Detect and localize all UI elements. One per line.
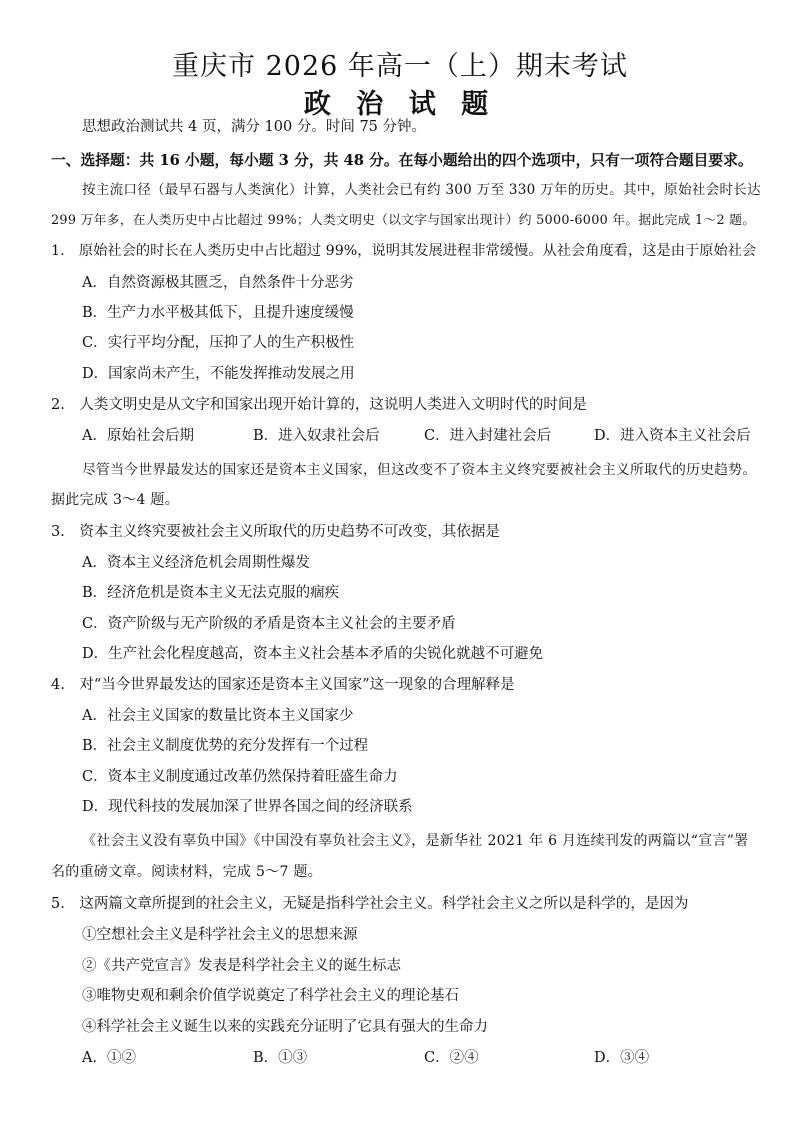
question-2-option-a: A．原始社会后期 xyxy=(82,428,194,444)
question-1-option-d: D．国家尚未产生，不能发挥推动发展之用 xyxy=(82,366,355,382)
question-3-stem: 3. 资本主义终究要被社会主义所取代的历史趋势不可改变，其依据是 xyxy=(51,524,500,540)
question-2-option-b: B．进入奴隶社会后 xyxy=(253,428,380,444)
question-4-option-b: B．社会主义制度优势的充分发挥有一个过程 xyxy=(82,738,369,754)
question-2-stem: 2. 人类文明史是从文字和国家出现开始计算的，这说明人类进入文明时代的时间是 xyxy=(51,397,587,413)
exam-title: 重庆市 2026 年高一（上）期末考试 xyxy=(172,51,628,82)
question-3-option-b: B．经济危机是资本主义无法克服的痼疾 xyxy=(82,585,340,601)
question-5-statement-2: ②《共产党宣言》发表是科学社会主义的诞生标志 xyxy=(82,958,401,974)
question-2-option-d: D．进入资本主义社会后 xyxy=(594,428,751,444)
material-1-line-2: 299 万年多，在人类历史中占比超过 99%；人类文明史（以文字与国家出现计）约 5000-6000 年。据此完成 1～2 题。 xyxy=(51,213,756,228)
material-3-line-2: 名的重磅文章。阅读材料，完成 5～7 题。 xyxy=(51,864,323,880)
question-5-option-d: D．③④ xyxy=(594,1050,650,1066)
question-5-option-b: B．①③ xyxy=(253,1050,308,1066)
material-2-line-1: 尽管当今世界最发达的国家还是资本主义国家，但这改变不了资本主义终究要被社会主义所取代的历史趋势。 xyxy=(82,462,757,478)
exam-info: 思想政治测试共 4 页，满分 100 分。时间 75 分钟。 xyxy=(82,119,427,135)
question-4-option-d: D．现代科技的发展加深了世界各国之间的经济联系 xyxy=(82,799,413,815)
question-4-stem: 4. 对“当今世界最发达的国家还是资本主义国家”这一现象的合理解释是 xyxy=(51,677,515,693)
question-5-statement-4: ④科学社会主义诞生以来的实践充分证明了它具有强大的生命力 xyxy=(82,1019,488,1035)
question-5-statement-1: ①空想社会主义是科学社会主义的思想来源 xyxy=(82,927,358,943)
subject-title: 政 治 试 题 xyxy=(303,89,497,120)
question-5-option-c: C．②④ xyxy=(424,1050,479,1066)
question-3-option-c: C．资产阶级与无产阶级的矛盾是资本主义社会的主要矛盾 xyxy=(82,616,456,632)
material-2-line-2: 据此完成 3～4 题。 xyxy=(51,492,180,508)
question-1-option-c: C．实行平均分配，压抑了人的生产积极性 xyxy=(82,335,355,351)
question-3-option-d: D．生产社会化程度越高，资本主义社会基本矛盾的尖锐化就越不可避免 xyxy=(82,646,544,662)
material-1-line-1: 按主流口径（最早石器与人类演化）计算，人类社会已有约 300 万至 330 万年的历史。其中，原始社会时长达 xyxy=(82,182,761,198)
section-heading: 一、选择题：共 16 小题，每小题 3 分，共 48 分。在每小题给出的四个选项中，只有一项符合题目要求。 xyxy=(51,152,753,169)
question-4-option-a: A．社会主义国家的数量比资本主义国家少 xyxy=(82,708,354,724)
question-1-stem: 1. 原始社会的时长在人类历史中占比超过 99%，说明其发展进程非常缓慢。从社会角度看，这是由于原始社会 xyxy=(51,243,757,259)
question-5-stem: 5. 这两篇文章所提到的社会主义，无疑是指科学社会主义。科学社会主义之所以是科学的，是因为 xyxy=(51,896,689,912)
question-2-option-c: C．进入封建社会后 xyxy=(424,428,552,444)
question-3-option-a: A．资本主义经济危机会周期性爆发 xyxy=(82,555,310,571)
question-5-statement-3: ③唯物史观和剩余价值学说奠定了科学社会主义的理论基石 xyxy=(82,988,459,1004)
material-3-line-1: 《社会主义没有辜负中国》《中国没有辜负社会主义》，是新华社 2021 年 6 月连续刊发的两篇以“宣言”署 xyxy=(82,833,749,849)
question-1-option-a: A．自然资源极其匮乏，自然条件十分恶劣 xyxy=(82,275,354,291)
question-5-option-a: A．①② xyxy=(82,1050,136,1066)
question-1-option-b: B．生产力水平极其低下，且提升速度缓慢 xyxy=(82,305,354,321)
question-4-option-c: C．资本主义制度通过改革仍然保持着旺盛生命力 xyxy=(82,769,398,785)
